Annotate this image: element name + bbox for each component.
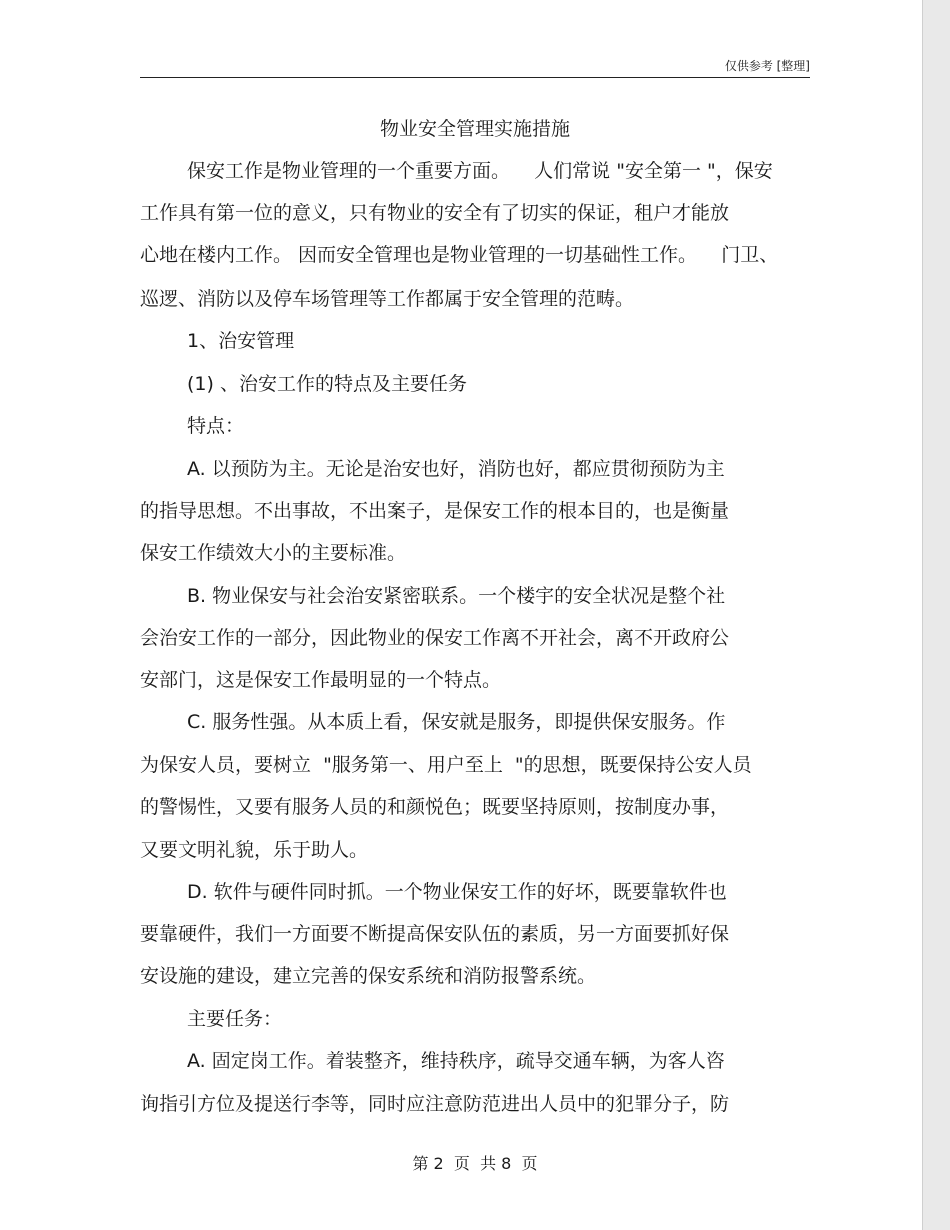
subsection-heading: (1) 、治安工作的特点及主要任务	[187, 373, 467, 395]
body-line: A. 以预防为主。无论是治安也好，消防也好，都应贯彻预防为主	[187, 458, 725, 480]
body-line: 会治安工作的一部分，因此物业的保安工作离不开社会，离不开政府公	[140, 627, 730, 649]
body-line: 要靠硬件，我们一方面要不断提高保安队伍的素质，另一方面要抓好保	[140, 923, 730, 945]
body-line: 工作具有第一位的意义，只有物业的安全有了切实的保证，租户才能放	[140, 202, 730, 224]
body-line: 的指导思想。不出事故，不出案子，是保安工作的根本目的，也是衡量	[140, 500, 730, 522]
body-line: 询指引方位及提送行李等，同时应注意防范进出人员中的犯罪分子，防	[140, 1093, 730, 1115]
body-line: B. 物业保安与社会治安紧密联系。一个楼宇的安全状况是整个社	[187, 585, 726, 607]
body-line: 又要文明礼貌，乐于助人。	[140, 839, 369, 861]
body-line: 心地在楼内工作。 因而安全管理也是物业管理的一切基础性工作。 门卫、	[140, 244, 779, 266]
body-line: 特点：	[187, 415, 245, 437]
body-line: 安部门，这是保安工作最明显的一个特点。	[140, 669, 502, 691]
header-note: 仅供参考 [整理]	[724, 59, 810, 73]
body-line: 安设施的建设，建立完善的保安系统和消防报警系统。	[140, 965, 597, 987]
body-line: 的警惕性，又要有服务人员的和颜悦色；既要坚持原则，按制度办事，	[140, 796, 730, 818]
body-line: A. 固定岗工作。着装整齐，维持秩序，疏导交通车辆，为客人咨	[187, 1050, 725, 1072]
body-line: 为保安人员，要树立 "服务第一、用户至上 "的思想，既要保持公安人员	[140, 754, 752, 776]
document-title: 物业安全管理实施措施	[379, 118, 570, 140]
section-heading: 1、治安管理	[187, 330, 295, 352]
body-line: 主要任务：	[187, 1008, 283, 1030]
page-number: 第 2 页 共 8 页	[412, 1154, 538, 1173]
body-line: 巡逻、消防以及停车场管理等工作都属于安全管理的范畴。	[140, 288, 635, 310]
body-line: C. 服务性强。从本质上看，保安就是服务，即提供保安服务。作	[187, 711, 726, 733]
body-line: 保安工作绩效大小的主要标准。	[140, 542, 407, 564]
header-rule	[140, 77, 810, 78]
body-line: 保安工作是物业管理的一个重要方面。 人们常说 "安全第一 "，保安	[187, 160, 773, 182]
body-line: D. 软件与硬件同时抓。一个物业保安工作的好坏，既要靠软件也	[187, 881, 727, 903]
